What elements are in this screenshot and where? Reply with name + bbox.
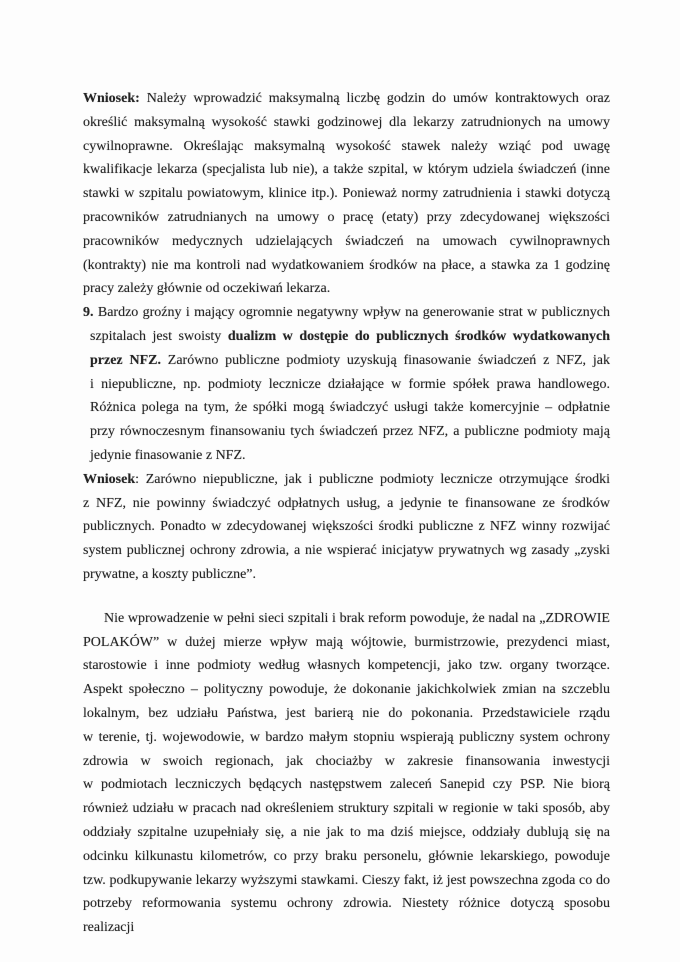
text-run: tzw. podkupywanie lekarzy wyższymi stawkami. Cieszy fakt, iż jest powszechna zgoda co do	[83, 872, 610, 888]
text-line	[83, 797, 610, 821]
text-line	[83, 607, 610, 631]
text-line	[83, 492, 610, 516]
text-line	[83, 773, 610, 797]
text-run: publicznych. Ponadto w zdecydowanej większości środki publiczne z NFZ winny rozwijać	[83, 519, 610, 535]
text-run: Aspekt społeczno – polityczny powoduje, że dokonanie jakichkolwiek zmian na szczeblu	[83, 682, 610, 698]
list-item-9	[83, 301, 610, 468]
text-run: Zarówno publiczne podmioty uzyskują finasowanie świadczeń z NFZ, jak	[160, 352, 610, 368]
paragraph-wniosek-umowy	[83, 87, 610, 301]
text-line	[90, 325, 610, 349]
text-line	[83, 563, 610, 587]
text-line	[83, 539, 610, 563]
text-run: w terenie, tj. wojewodowie, w bardzo małym stopniu wspierają publiczny system ochrony	[83, 729, 610, 745]
paragraph-wniosek-nfz	[83, 468, 610, 587]
text-run: kwalifikacje lekarza (specjalista lub nie), a także szpital, w którym udziela świadczeń (inne	[83, 162, 610, 178]
text-run: pracowników zatrudnianych na umowy o pracę (etaty) przy zdecydowanej większości	[83, 209, 610, 225]
text-line	[83, 277, 610, 301]
text-run: zdrowia w swoich regionach, jak chociażby w zakresie finansowania inwestycji	[83, 753, 610, 769]
bold-text-run: przez NFZ.	[90, 352, 161, 368]
text-run: POLAKÓW” w dużej mierze wpływ mają wójtowie, burmistrzowie, prezydenci miast,	[83, 634, 610, 650]
text-line	[83, 654, 610, 678]
text-line	[83, 111, 610, 135]
list-item-number: 9.	[83, 305, 98, 321]
bold-text-run: Wniosek	[83, 471, 136, 487]
bold-text-run: Wniosek:	[83, 91, 140, 106]
text-run: lokalnym, bez udziału Państwa, jest barierą nie do pokonania. Przedstawiciele rządu	[83, 705, 610, 721]
text-line	[83, 869, 610, 893]
text-line	[90, 420, 610, 444]
text-line	[83, 230, 610, 254]
text-run: system publicznej ochrony zdrowia, a nie wspierać inicjatyw prywatnych wg zasady „zyski	[83, 543, 610, 559]
text-run: i niepubliczne, np. podmioty lecznicze działające w formie spółek prawa handlowego.	[90, 376, 610, 392]
text-run: (kontrakty) nie ma kontroli nad wydatkowaniem środków na płace, a stawka za 1 godzinę	[83, 257, 610, 273]
text-line	[83, 182, 610, 206]
text-run: z NFZ, nie powinny świadczyć odpłatnych usług, a jedynie te finansowane ze środków	[83, 495, 610, 511]
text-run: szpitalach jest swoisty	[90, 328, 228, 344]
text-run: potrzeby reformowania systemu ochrony zdrowia. Niestety różnice dotyczą sposobu realizacji	[83, 896, 610, 936]
text-line	[83, 892, 610, 936]
text-line	[90, 373, 610, 397]
text-run: prywatne, a koszty publiczne”.	[83, 566, 256, 582]
text-line	[83, 301, 610, 325]
paragraph-zdrowie-polakow	[83, 607, 610, 936]
text-run: stawki w szpitalu powiatowym, klinice itp.). Ponieważ normy zatrudnienia i stawki dotyczą	[83, 186, 610, 202]
text-line	[83, 726, 610, 750]
text-run: Należy wprowadzić maksymalną liczbę godzin do umów kontraktowych oraz	[139, 91, 610, 106]
text-line	[83, 631, 610, 655]
text-line	[83, 702, 610, 726]
text-run: określić maksymalną wysokość stawki godzinowej dla lekarzy zatrudnionych na umowy	[83, 114, 610, 130]
text-line	[90, 396, 610, 420]
text-line	[83, 515, 610, 539]
text-run: oddziały szpitalne uzupełniały się, a nie jak to ma dziś miejsce, oddziały dublują się na	[83, 824, 610, 840]
text-run: Nie wprowadzenie w pełni sieci szpitali i brak reform powoduje, że nadal na „ZDROWIE	[104, 610, 610, 626]
text-run: w podmiotach leczniczych będących następstwem zaleceń Sanepid czy PSP. Nie biorą	[83, 777, 610, 793]
text-run: Różnica polega na tym, że spółki mogą świadczyć usługi także komercyjnie – odpłatnie	[90, 400, 610, 416]
text-line	[83, 468, 610, 492]
document-text-body	[83, 87, 611, 936]
text-line	[83, 750, 610, 774]
text-line	[83, 206, 610, 230]
text-line	[83, 87, 610, 111]
text-line	[90, 444, 610, 468]
text-run: Bardzo groźny i mający ogromnie negatywny wpływ na generowanie strat w publicznych	[97, 305, 610, 321]
text-line	[83, 135, 610, 159]
text-line	[90, 349, 610, 373]
text-line	[83, 845, 610, 869]
bold-text-run: dualizm w dostępie do publicznych środków wydatkowanych	[227, 328, 611, 344]
text-line	[83, 821, 610, 845]
text-run: odcinku kilkunastu kilometrów, co przy braku personelu, głównie lekarskiego, powoduje	[83, 848, 610, 864]
text-line	[83, 254, 610, 278]
text-run: pracowników medycznych udzielających świadczeń na umowach cywilnoprawnych	[83, 233, 610, 249]
text-run: pracy zależy głównie od oczekiwań lekarza.	[83, 281, 331, 297]
text-run: starostowie i inne podmioty według własnych kompetencji, jako tzw. organy tworzące.	[83, 658, 610, 674]
text-run: cywilnoprawne. Określając maksymalną wysokość stawek należy wziąć pod uwagę	[83, 138, 610, 154]
text-line	[83, 158, 610, 182]
text-run: również udziału w pracach nad określeniem struktury szpitali w regionie w taki sposób, aby	[83, 801, 610, 817]
text-run: przy równoczesnym finansowaniu tych świadczeń przez NFZ, a publiczne podmioty mają	[90, 424, 610, 440]
text-run: : Zarówno niepubliczne, jak i publiczne podmioty lecznicze otrzymujące środki	[135, 471, 610, 487]
text-run: jedynie finasowanie z NFZ.	[90, 447, 246, 463]
text-line	[83, 678, 610, 702]
